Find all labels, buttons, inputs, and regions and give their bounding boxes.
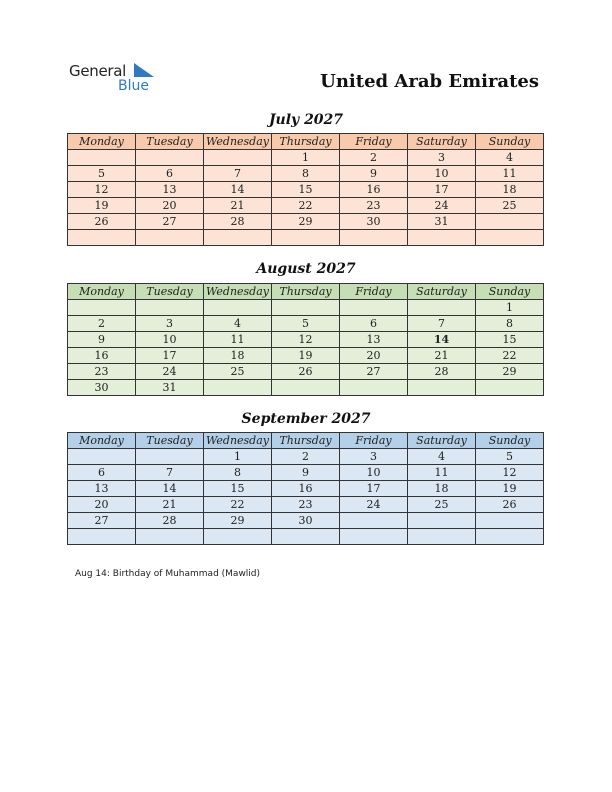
- day-cell: 15: [272, 182, 340, 198]
- day-cell: 28: [408, 364, 476, 380]
- day-cell: 20: [136, 198, 204, 214]
- week-row: [68, 182, 544, 198]
- day-cell: 16: [272, 481, 340, 497]
- week-row: [68, 316, 544, 332]
- day-cell: [340, 513, 408, 529]
- day-cell: [272, 529, 340, 545]
- weekday-header: Tuesday: [136, 284, 204, 300]
- week-row: [68, 380, 544, 396]
- day-cell: 19: [476, 481, 544, 497]
- day-cell: 8: [476, 316, 544, 332]
- weekday-header: Sunday: [476, 134, 544, 150]
- weekday-header: Wednesday: [204, 134, 272, 150]
- day-cell: 24: [340, 497, 408, 513]
- day-cell: 31: [136, 380, 204, 396]
- day-cell: 7: [136, 465, 204, 481]
- day-cell: [204, 380, 272, 396]
- day-cell: 30: [68, 380, 136, 396]
- weekday-header: Saturday: [408, 433, 476, 449]
- day-cell: [136, 230, 204, 246]
- day-cell: 9: [68, 332, 136, 348]
- weekday-header: Thursday: [272, 284, 340, 300]
- day-cell: [204, 150, 272, 166]
- day-cell: 18: [204, 348, 272, 364]
- day-cell: [68, 230, 136, 246]
- day-cell: 2: [272, 449, 340, 465]
- day-cell: 28: [204, 214, 272, 230]
- day-cell: 16: [68, 348, 136, 364]
- day-cell: 21: [204, 198, 272, 214]
- day-cell: [476, 230, 544, 246]
- day-cell: 29: [476, 364, 544, 380]
- day-cell: [136, 529, 204, 545]
- day-cell: [272, 380, 340, 396]
- day-cell: 4: [476, 150, 544, 166]
- month-title-august: August 2027: [256, 261, 356, 277]
- weekday-header: Saturday: [408, 134, 476, 150]
- day-cell: 5: [272, 316, 340, 332]
- week-row: [68, 481, 544, 497]
- day-cell: 25: [476, 198, 544, 214]
- day-cell: 23: [340, 198, 408, 214]
- day-cell: [136, 150, 204, 166]
- day-cell: 11: [408, 465, 476, 481]
- week-row: [68, 529, 544, 545]
- day-cell: 4: [408, 449, 476, 465]
- day-cell: 27: [136, 214, 204, 230]
- weekday-header-row: [68, 433, 544, 449]
- day-cell: [408, 513, 476, 529]
- day-cell: 23: [68, 364, 136, 380]
- day-cell: [408, 300, 476, 316]
- weekday-header: Monday: [68, 433, 136, 449]
- day-cell: 9: [340, 166, 408, 182]
- day-cell: 2: [340, 150, 408, 166]
- day-cell: 21: [136, 497, 204, 513]
- day-cell: 24: [408, 198, 476, 214]
- day-cell: 7: [408, 316, 476, 332]
- week-row: [68, 332, 544, 348]
- week-row: [68, 513, 544, 529]
- day-cell: [340, 529, 408, 545]
- day-cell: 17: [136, 348, 204, 364]
- week-row: [68, 449, 544, 465]
- month-title-july: July 2027: [268, 112, 344, 128]
- day-cell: 10: [340, 465, 408, 481]
- day-cell: [340, 230, 408, 246]
- day-cell: 22: [272, 198, 340, 214]
- weekday-header: Sunday: [476, 284, 544, 300]
- day-cell: 15: [204, 481, 272, 497]
- day-cell: 29: [204, 513, 272, 529]
- day-cell: 25: [408, 497, 476, 513]
- day-cell: 22: [204, 497, 272, 513]
- week-row: [68, 465, 544, 481]
- day-cell: [204, 300, 272, 316]
- day-cell: 3: [136, 316, 204, 332]
- day-cell: 8: [204, 465, 272, 481]
- week-row: [68, 150, 544, 166]
- day-cell: 19: [68, 198, 136, 214]
- day-cell: 1: [204, 449, 272, 465]
- logo-word-general: General: [69, 62, 127, 80]
- day-cell: [136, 449, 204, 465]
- day-cell: 6: [340, 316, 408, 332]
- day-cell: 6: [68, 465, 136, 481]
- day-cell: 7: [204, 166, 272, 182]
- day-cell: 17: [340, 481, 408, 497]
- weekday-header: Sunday: [476, 433, 544, 449]
- week-row: [68, 300, 544, 316]
- weekday-header: Wednesday: [204, 284, 272, 300]
- calendar-july: [67, 133, 544, 246]
- country-title: United Arab Emirates: [320, 71, 539, 92]
- day-cell: [476, 214, 544, 230]
- day-cell: 14: [136, 481, 204, 497]
- calendar-august: [67, 283, 544, 396]
- day-cell: 4: [204, 316, 272, 332]
- general-blue-logo: [69, 60, 169, 96]
- day-cell: 10: [136, 332, 204, 348]
- weekday-header: Wednesday: [204, 433, 272, 449]
- weekday-header-row: [68, 134, 544, 150]
- day-cell: [68, 150, 136, 166]
- day-cell: 31: [408, 214, 476, 230]
- day-cell: 12: [68, 182, 136, 198]
- week-row: [68, 497, 544, 513]
- weekday-header: Tuesday: [136, 433, 204, 449]
- day-cell: 29: [272, 214, 340, 230]
- day-cell: 23: [272, 497, 340, 513]
- week-row: [68, 348, 544, 364]
- day-cell: [340, 380, 408, 396]
- day-cell: [408, 230, 476, 246]
- holiday-note: Aug 14: Birthday of Muhammad (Mawlid): [75, 569, 261, 579]
- day-cell: [476, 380, 544, 396]
- day-cell: 22: [476, 348, 544, 364]
- week-row: [68, 364, 544, 380]
- weekday-header: Friday: [340, 284, 408, 300]
- day-cell: 20: [68, 497, 136, 513]
- day-cell: 5: [68, 166, 136, 182]
- day-cell: 20: [340, 348, 408, 364]
- weekday-header-row: [68, 284, 544, 300]
- logo-word-blue: Blue: [118, 78, 149, 94]
- day-cell: 6: [136, 166, 204, 182]
- day-cell: 27: [68, 513, 136, 529]
- day-cell: 5: [476, 449, 544, 465]
- day-cell: 11: [204, 332, 272, 348]
- day-cell: 9: [272, 465, 340, 481]
- weekday-header: Monday: [68, 284, 136, 300]
- day-cell: [204, 529, 272, 545]
- weekday-header: Thursday: [272, 433, 340, 449]
- day-cell: 18: [476, 182, 544, 198]
- day-cell: 21: [408, 348, 476, 364]
- day-cell: 26: [476, 497, 544, 513]
- day-cell: 30: [340, 214, 408, 230]
- day-cell: 18: [408, 481, 476, 497]
- day-cell: 12: [476, 465, 544, 481]
- day-cell: 14: [204, 182, 272, 198]
- calendar-september: [67, 432, 544, 545]
- day-cell: [272, 300, 340, 316]
- day-cell: [204, 230, 272, 246]
- day-cell: 27: [340, 364, 408, 380]
- week-row: [68, 214, 544, 230]
- day-cell: 12: [272, 332, 340, 348]
- day-cell: 13: [136, 182, 204, 198]
- day-cell: 1: [272, 150, 340, 166]
- day-cell: 3: [408, 150, 476, 166]
- day-cell: 30: [272, 513, 340, 529]
- day-cell: 24: [136, 364, 204, 380]
- week-row: [68, 166, 544, 182]
- day-cell: [408, 380, 476, 396]
- day-cell: [68, 449, 136, 465]
- day-cell: 13: [340, 332, 408, 348]
- day-cell: 28: [136, 513, 204, 529]
- day-cell: 19: [272, 348, 340, 364]
- day-cell: [476, 529, 544, 545]
- day-cell: [408, 529, 476, 545]
- day-cell: 16: [340, 182, 408, 198]
- logo-triangle-icon: [134, 63, 154, 77]
- day-cell: 25: [204, 364, 272, 380]
- day-cell: 11: [476, 166, 544, 182]
- day-cell: 10: [408, 166, 476, 182]
- day-cell: [476, 513, 544, 529]
- day-cell: [272, 230, 340, 246]
- weekday-header: Saturday: [408, 284, 476, 300]
- day-cell: [68, 529, 136, 545]
- holiday-notes: [75, 569, 260, 579]
- month-title-september: September 2027: [241, 411, 371, 427]
- day-cell: 1: [476, 300, 544, 316]
- weekday-header: Friday: [340, 134, 408, 150]
- day-cell: 26: [68, 214, 136, 230]
- day-cell: 15: [476, 332, 544, 348]
- week-row: [68, 198, 544, 214]
- day-cell: 8: [272, 166, 340, 182]
- weekday-header: Friday: [340, 433, 408, 449]
- week-row: [68, 230, 544, 246]
- day-cell: 2: [68, 316, 136, 332]
- day-cell: 17: [408, 182, 476, 198]
- weekday-header: Monday: [68, 134, 136, 150]
- day-cell: [68, 300, 136, 316]
- day-cell: 3: [340, 449, 408, 465]
- weekday-header: Thursday: [272, 134, 340, 150]
- day-cell: [136, 300, 204, 316]
- day-cell: 13: [68, 481, 136, 497]
- day-cell: [340, 300, 408, 316]
- day-cell: 14: [408, 332, 476, 348]
- weekday-header: Tuesday: [136, 134, 204, 150]
- day-cell: 26: [272, 364, 340, 380]
